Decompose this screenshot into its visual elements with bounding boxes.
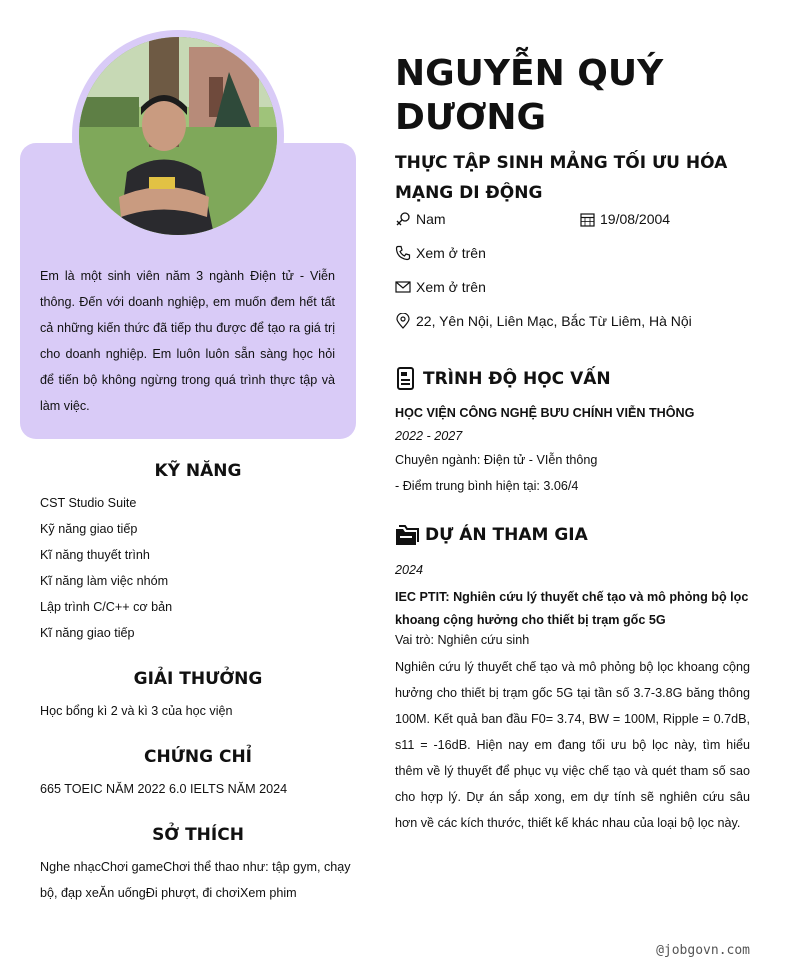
address-value: 22, Yên Nội, Liên Mạc, Bắc Từ Liêm, Hà Nội (416, 313, 692, 329)
calendar-icon (580, 212, 595, 227)
list-item: CST Studio Suite (40, 496, 137, 510)
watermark: @jobgovn.com (656, 943, 750, 958)
gpa: - Điểm trung bình hiện tại: 3.06/4 (395, 479, 579, 493)
email-value: Xem ở trên (416, 279, 486, 295)
person-name: NGUYỄN QUÝ DƯƠNG (395, 53, 664, 138)
birthdate-row (580, 211, 670, 227)
hobbies-title: SỞ THÍCH (152, 825, 244, 845)
gender-row (395, 211, 446, 227)
hobbies-text: Nghe nhạcChơi gameChơi thể thao như: tập gym, chạy bộ, đạp xeĂn uốngĐi phượt, đi chơiXem phim (40, 860, 351, 900)
phone-icon (395, 245, 411, 261)
avatar (79, 37, 277, 235)
project-role: Vai trò: Nghiên cứu sinh (395, 633, 530, 647)
projects-header (395, 524, 588, 546)
major: Chuyên ngành: Điện tử - VIễn thông (395, 453, 598, 467)
gender-icon (395, 211, 411, 227)
document-icon (395, 367, 417, 391)
education-period: 2022 - 2027 (395, 429, 463, 443)
address-row (395, 313, 692, 329)
list-item: Kĩ năng thuyết trình (40, 548, 150, 562)
about-text: Em là một sinh viên năm 3 ngành Điện tử - Viễn thông. Đến với doanh nghiệp, em muốn đem hết tất cả những kiến thức đã tiếp thu được để tạo ra giá trị cho doanh nghiệp. Em luôn luôn sẵn sàng học hỏi để tiến bộ không ngừng trong quá trình thực tập và làm việc. (40, 269, 335, 413)
project-year: 2024 (395, 563, 424, 577)
envelope-icon (395, 279, 411, 295)
education-title: TRÌNH ĐỘ HỌC VẤN (423, 369, 611, 389)
awards-text: Học bổng kì 2 và kì 3 của học viện (40, 704, 233, 718)
certificates-title: CHỨNG CHỈ (143, 747, 253, 767)
project-name: IEC PTIT: Nghiên cứu lý thuyết chế tạo và mô phỏng bộ lọc khoang cộng hưởng cho thiết bị trạm gốc 5G (395, 590, 749, 627)
school-name: HỌC VIỆN CÔNG NGHỆ BƯU CHÍNH VIỄN THÔNG (395, 406, 695, 420)
birthdate-value: 19/08/2004 (600, 211, 671, 227)
list-item: Kĩ năng giao tiếp (40, 626, 135, 640)
email-row (395, 279, 486, 295)
location-pin-icon (395, 313, 411, 329)
project-description: Nghiên cứu lý thuyết chế tạo và mô phỏng bộ lọc khoang cộng hưởng cho thiết bị trạm gốc 5G tại tần số 3.7-3.8G băng thông 100M. Kết quả ban đầu F0= 3.74, BW = 100M, Ripple = 0.7dB, s11 = -16dB. Hiện nay em đang tối ưu bộ lọc này, tìm hiểu thêm về lý thuyết để phục vụ việc chế tạo và quét tham số sao cho hợp lý. Dự án sắp xong, em dự tính sẽ nghiên cứu sâu hơn về các kích thước, thiết kế khác nhau của loại bộ lọc này. (395, 660, 750, 830)
skills-list (40, 490, 360, 646)
phone-row (395, 245, 486, 261)
avatar-photo (79, 37, 277, 235)
list-item: Kỹ năng giao tiếp (40, 522, 138, 536)
gender-value: Nam (416, 211, 446, 227)
list-item: Kĩ năng làm việc nhóm (40, 574, 169, 588)
job-title: THỰC TẬP SINH MẢNG TỐI ƯU HÓA MẠNG DI ĐỘNG (395, 153, 728, 203)
skills-title: KỸ NĂNG (154, 461, 242, 481)
phone-value: Xem ở trên (416, 245, 486, 261)
list-item: Lập trình C/C++ cơ bản (40, 600, 173, 614)
certificates-text: 665 TOEIC NĂM 2022 6.0 IELTS NĂM 2024 (40, 782, 288, 796)
projects-title: DỰ ÁN THAM GIA (425, 525, 588, 545)
awards-title: GIẢI THƯỞNG (133, 669, 263, 689)
education-header (395, 367, 611, 391)
folder-icon (395, 524, 419, 546)
